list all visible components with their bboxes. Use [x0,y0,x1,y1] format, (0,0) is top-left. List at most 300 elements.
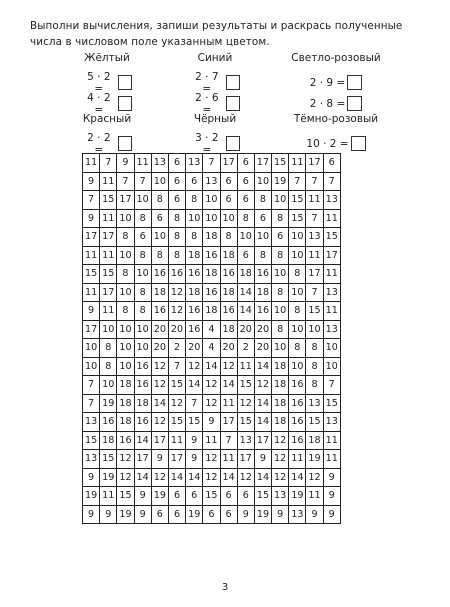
grid-cell[interactable]: 15 [306,413,323,432]
grid-cell[interactable]: 15 [272,154,289,173]
grid-cell[interactable]: 6 [220,172,237,191]
grid-cell[interactable]: 12 [151,376,168,395]
grid-cell[interactable]: 7 [117,172,134,191]
grid-cell[interactable]: 17 [83,320,100,339]
grid-cell[interactable]: 15 [186,413,203,432]
grid-cell[interactable]: 10 [289,246,306,265]
grid-cell[interactable]: 11 [237,357,254,376]
grid-cell[interactable]: 18 [203,302,220,321]
grid-cell[interactable]: 7 [134,172,151,191]
grid-cell[interactable]: 7 [306,283,323,302]
grid-cell[interactable]: 10 [323,357,340,376]
grid-cell[interactable]: 7 [323,376,340,395]
grid-cell[interactable]: 10 [134,191,151,210]
grid-cell[interactable]: 10 [272,302,289,321]
grid-cell[interactable]: 8 [306,339,323,358]
grid-cell[interactable]: 9 [117,154,134,173]
grid-cell[interactable]: 16 [134,357,151,376]
grid-cell[interactable]: 6 [203,505,220,524]
grid-cell[interactable]: 10 [289,228,306,247]
grid-cell[interactable]: 18 [220,320,237,339]
grid-cell[interactable]: 8 [186,228,203,247]
grid-cell[interactable]: 6 [168,154,185,173]
grid-cell[interactable]: 14 [220,468,237,487]
grid-cell[interactable]: 8 [100,339,117,358]
grid-cell[interactable]: 16 [220,265,237,284]
grid-cell[interactable]: 7 [83,394,100,413]
grid-cell[interactable]: 20 [186,339,203,358]
grid-cell[interactable]: 15 [237,376,254,395]
grid-cell[interactable]: 11 [220,450,237,469]
grid-cell[interactable]: 16 [151,265,168,284]
grid-cell[interactable]: 8 [272,209,289,228]
grid-cell[interactable]: 6 [151,209,168,228]
grid-cell[interactable]: 15 [254,487,271,506]
grid-cell[interactable]: 16 [289,376,306,395]
grid-cell[interactable]: 16 [289,413,306,432]
grid-cell[interactable]: 16 [134,413,151,432]
grid-cell[interactable]: 10 [100,320,117,339]
grid-cell[interactable]: 6 [237,246,254,265]
grid-cell[interactable]: 9 [151,450,168,469]
grid-cell[interactable]: 14 [289,468,306,487]
grid-cell[interactable]: 10 [203,209,220,228]
answer-box[interactable] [351,136,366,151]
grid-cell[interactable]: 15 [83,431,100,450]
grid-cell[interactable]: 16 [289,394,306,413]
grid-cell[interactable]: 12 [220,357,237,376]
grid-cell[interactable]: 12 [117,468,134,487]
grid-cell[interactable]: 14 [237,283,254,302]
grid-cell[interactable]: 14 [134,431,151,450]
grid-cell[interactable]: 9 [134,505,151,524]
grid-cell[interactable]: 15 [237,413,254,432]
grid-cell[interactable]: 16 [203,246,220,265]
grid-cell[interactable]: 8 [168,209,185,228]
grid-cell[interactable]: 7 [203,154,220,173]
grid-cell[interactable]: 9 [186,431,203,450]
grid-cell[interactable]: 10 [117,246,134,265]
grid-cell[interactable]: 12 [168,302,185,321]
grid-cell[interactable]: 8 [272,246,289,265]
grid-cell[interactable]: 13 [83,413,100,432]
grid-cell[interactable]: 11 [289,450,306,469]
grid-cell[interactable]: 6 [220,487,237,506]
grid-cell[interactable]: 20 [151,339,168,358]
grid-cell[interactable]: 13 [151,154,168,173]
grid-cell[interactable]: 18 [272,413,289,432]
grid-cell[interactable]: 8 [272,283,289,302]
grid-cell[interactable]: 6 [237,172,254,191]
grid-cell[interactable]: 7 [83,191,100,210]
grid-cell[interactable]: 15 [289,191,306,210]
grid-cell[interactable]: 18 [100,431,117,450]
grid-cell[interactable]: 19 [100,468,117,487]
grid-cell[interactable]: 15 [168,376,185,395]
grid-cell[interactable]: 18 [203,265,220,284]
grid-cell[interactable]: 17 [306,265,323,284]
grid-cell[interactable]: 6 [220,505,237,524]
grid-cell[interactable]: 7 [306,209,323,228]
grid-cell[interactable]: 20 [220,339,237,358]
grid-cell[interactable]: 16 [186,320,203,339]
grid-cell[interactable]: 12 [151,468,168,487]
grid-cell[interactable]: 6 [168,505,185,524]
grid-cell[interactable]: 8 [220,228,237,247]
grid-cell[interactable]: 12 [203,376,220,395]
grid-cell[interactable]: 20 [168,320,185,339]
grid-cell[interactable]: 15 [203,487,220,506]
grid-cell[interactable]: 18 [117,413,134,432]
answer-box[interactable] [118,96,132,111]
grid-cell[interactable]: 6 [220,191,237,210]
grid-cell[interactable]: 7 [306,172,323,191]
grid-cell[interactable]: 6 [151,505,168,524]
grid-cell[interactable]: 10 [254,172,271,191]
grid-cell[interactable]: 9 [323,487,340,506]
grid-cell[interactable]: 17 [100,283,117,302]
grid-cell[interactable]: 11 [306,191,323,210]
grid-cell[interactable]: 8 [151,191,168,210]
grid-cell[interactable]: 11 [168,431,185,450]
grid-cell[interactable]: 9 [83,468,100,487]
grid-cell[interactable]: 6 [168,172,185,191]
grid-cell[interactable]: 18 [151,283,168,302]
grid-cell[interactable]: 12 [254,376,271,395]
grid-cell[interactable]: 12 [203,468,220,487]
grid-cell[interactable]: 20 [151,320,168,339]
grid-cell[interactable]: 9 [306,505,323,524]
grid-cell[interactable]: 14 [134,468,151,487]
grid-cell[interactable]: 17 [220,413,237,432]
grid-cell[interactable]: 9 [237,505,254,524]
grid-cell[interactable]: 11 [220,394,237,413]
grid-cell[interactable]: 13 [83,450,100,469]
grid-cell[interactable]: 12 [237,394,254,413]
answer-box[interactable] [226,96,240,111]
grid-cell[interactable]: 8 [168,246,185,265]
grid-cell[interactable]: 10 [289,357,306,376]
grid-cell[interactable]: 4 [203,320,220,339]
grid-cell[interactable]: 10 [117,357,134,376]
grid-cell[interactable]: 13 [323,320,340,339]
grid-cell[interactable]: 8 [237,209,254,228]
grid-cell[interactable]: 18 [272,376,289,395]
grid-cell[interactable]: 19 [289,487,306,506]
grid-cell[interactable]: 13 [186,154,203,173]
grid-cell[interactable]: 12 [151,357,168,376]
grid-cell[interactable]: 13 [306,228,323,247]
grid-cell[interactable]: 18 [203,228,220,247]
grid-cell[interactable]: 16 [289,431,306,450]
grid-cell[interactable]: 19 [151,487,168,506]
grid-cell[interactable]: 10 [134,265,151,284]
grid-cell[interactable]: 10 [134,339,151,358]
grid-cell[interactable]: 18 [220,283,237,302]
grid-cell[interactable]: 13 [323,413,340,432]
grid-cell[interactable]: 11 [100,172,117,191]
grid-cell[interactable]: 16 [254,265,271,284]
grid-cell[interactable]: 15 [117,487,134,506]
grid-cell[interactable]: 16 [100,413,117,432]
grid-cell[interactable]: 8 [151,246,168,265]
grid-cell[interactable]: 10 [117,209,134,228]
grid-cell[interactable]: 17 [220,154,237,173]
grid-cell[interactable]: 19 [100,394,117,413]
grid-cell[interactable]: 7 [289,172,306,191]
grid-cell[interactable]: 15 [100,191,117,210]
grid-cell[interactable]: 6 [272,228,289,247]
grid-cell[interactable]: 17 [237,450,254,469]
grid-cell[interactable]: 14 [186,468,203,487]
grid-cell[interactable]: 13 [272,487,289,506]
grid-cell[interactable]: 8 [100,357,117,376]
grid-cell[interactable]: 18 [306,431,323,450]
answer-box[interactable] [226,136,240,151]
grid-cell[interactable]: 8 [289,339,306,358]
grid-cell[interactable]: 19 [254,505,271,524]
grid-cell[interactable]: 15 [83,265,100,284]
grid-cell[interactable]: 10 [272,265,289,284]
grid-cell[interactable]: 15 [100,450,117,469]
grid-cell[interactable]: 18 [237,265,254,284]
grid-cell[interactable]: 10 [117,320,134,339]
grid-cell[interactable]: 11 [289,154,306,173]
grid-cell[interactable]: 9 [83,302,100,321]
grid-cell[interactable]: 18 [117,376,134,395]
grid-cell[interactable]: 6 [134,228,151,247]
grid-cell[interactable]: 6 [186,487,203,506]
grid-cell[interactable]: 8 [134,246,151,265]
grid-cell[interactable]: 14 [254,413,271,432]
grid-cell[interactable]: 11 [323,450,340,469]
grid-cell[interactable]: 12 [117,450,134,469]
grid-cell[interactable]: 17 [83,228,100,247]
grid-cell[interactable]: 10 [117,339,134,358]
grid-cell[interactable]: 15 [168,413,185,432]
grid-cell[interactable]: 11 [323,302,340,321]
grid-cell[interactable]: 11 [83,154,100,173]
grid-cell[interactable]: 9 [254,450,271,469]
grid-cell[interactable]: 9 [83,209,100,228]
grid-cell[interactable]: 17 [117,191,134,210]
grid-cell[interactable]: 6 [168,487,185,506]
grid-cell[interactable]: 16 [151,302,168,321]
grid-cell[interactable]: 15 [289,209,306,228]
grid-cell[interactable]: 7 [100,154,117,173]
grid-cell[interactable]: 10 [323,339,340,358]
grid-cell[interactable]: 9 [272,505,289,524]
grid-cell[interactable]: 9 [134,487,151,506]
grid-cell[interactable]: 7 [186,394,203,413]
grid-cell[interactable]: 12 [168,283,185,302]
grid-cell[interactable]: 13 [306,394,323,413]
grid-cell[interactable]: 10 [237,228,254,247]
grid-cell[interactable]: 17 [100,228,117,247]
grid-cell[interactable]: 16 [117,431,134,450]
grid-cell[interactable]: 8 [134,209,151,228]
grid-cell[interactable]: 8 [168,228,185,247]
grid-cell[interactable]: 11 [83,246,100,265]
grid-cell[interactable]: 10 [272,339,289,358]
grid-cell[interactable]: 6 [168,191,185,210]
grid-cell[interactable]: 11 [323,431,340,450]
grid-cell[interactable]: 8 [289,302,306,321]
grid-cell[interactable]: 14 [237,302,254,321]
grid-cell[interactable]: 11 [323,265,340,284]
grid-cell[interactable]: 17 [306,154,323,173]
grid-cell[interactable]: 17 [254,154,271,173]
grid-cell[interactable]: 6 [323,154,340,173]
grid-cell[interactable]: 20 [237,320,254,339]
grid-cell[interactable]: 13 [237,431,254,450]
grid-cell[interactable]: 13 [323,283,340,302]
grid-cell[interactable]: 10 [254,228,271,247]
grid-cell[interactable]: 15 [306,302,323,321]
grid-cell[interactable]: 12 [203,394,220,413]
grid-cell[interactable]: 4 [203,339,220,358]
grid-cell[interactable]: 14 [254,468,271,487]
grid-cell[interactable]: 6 [186,172,203,191]
grid-cell[interactable]: 6 [237,487,254,506]
grid-cell[interactable]: 15 [323,394,340,413]
grid-cell[interactable]: 12 [168,394,185,413]
grid-cell[interactable]: 11 [100,302,117,321]
answer-box[interactable] [347,75,362,90]
grid-cell[interactable]: 13 [289,505,306,524]
grid-cell[interactable]: 16 [134,376,151,395]
grid-cell[interactable]: 14 [168,468,185,487]
grid-cell[interactable]: 19 [186,505,203,524]
grid-cell[interactable]: 6 [237,191,254,210]
grid-cell[interactable]: 19 [306,450,323,469]
grid-cell[interactable]: 11 [100,487,117,506]
grid-cell[interactable]: 12 [237,468,254,487]
grid-cell[interactable]: 16 [254,302,271,321]
grid-cell[interactable]: 12 [186,357,203,376]
grid-cell[interactable]: 20 [254,320,271,339]
grid-cell[interactable]: 9 [323,468,340,487]
grid-cell[interactable]: 14 [220,376,237,395]
grid-cell[interactable]: 17 [168,450,185,469]
grid-cell[interactable]: 11 [203,431,220,450]
grid-cell[interactable]: 9 [83,505,100,524]
grid-cell[interactable]: 14 [254,357,271,376]
grid-cell[interactable]: 14 [254,394,271,413]
grid-cell[interactable]: 11 [100,246,117,265]
answer-box[interactable] [347,96,362,111]
grid-cell[interactable]: 9 [83,172,100,191]
grid-cell[interactable]: 8 [272,320,289,339]
grid-cell[interactable]: 9 [323,505,340,524]
grid-cell[interactable]: 8 [186,191,203,210]
grid-cell[interactable]: 16 [220,302,237,321]
grid-cell[interactable]: 10 [83,357,100,376]
grid-cell[interactable]: 18 [117,394,134,413]
grid-cell[interactable]: 11 [306,487,323,506]
grid-cell[interactable]: 16 [203,283,220,302]
grid-cell[interactable]: 14 [186,376,203,395]
grid-cell[interactable]: 9 [203,413,220,432]
grid-cell[interactable]: 13 [323,191,340,210]
grid-cell[interactable]: 19 [272,172,289,191]
grid-cell[interactable]: 10 [100,376,117,395]
grid-cell[interactable]: 20 [254,339,271,358]
grid-cell[interactable]: 11 [134,154,151,173]
grid-cell[interactable]: 10 [203,191,220,210]
grid-cell[interactable]: 17 [254,431,271,450]
grid-cell[interactable]: 10 [134,320,151,339]
grid-cell[interactable]: 2 [237,339,254,358]
grid-cell[interactable]: 8 [254,246,271,265]
grid-cell[interactable]: 13 [203,172,220,191]
grid-cell[interactable]: 8 [117,302,134,321]
grid-cell[interactable]: 17 [323,246,340,265]
grid-cell[interactable]: 16 [168,265,185,284]
grid-cell[interactable]: 12 [272,431,289,450]
grid-cell[interactable]: 8 [117,228,134,247]
grid-cell[interactable]: 9 [100,505,117,524]
grid-cell[interactable]: 11 [83,283,100,302]
grid-cell[interactable]: 18 [220,246,237,265]
grid-cell[interactable]: 8 [134,302,151,321]
grid-cell[interactable]: 8 [134,283,151,302]
grid-cell[interactable]: 12 [203,450,220,469]
grid-cell[interactable]: 10 [151,228,168,247]
grid-cell[interactable]: 17 [151,431,168,450]
grid-cell[interactable]: 18 [272,357,289,376]
grid-cell[interactable]: 8 [117,265,134,284]
grid-cell[interactable]: 10 [220,209,237,228]
grid-cell[interactable]: 6 [237,154,254,173]
grid-cell[interactable]: 15 [323,228,340,247]
grid-cell[interactable]: 17 [134,450,151,469]
grid-cell[interactable]: 18 [186,283,203,302]
grid-cell[interactable]: 18 [186,246,203,265]
grid-cell[interactable]: 12 [151,413,168,432]
grid-cell[interactable]: 12 [272,450,289,469]
grid-cell[interactable]: 9 [186,450,203,469]
grid-cell[interactable]: 10 [306,320,323,339]
grid-cell[interactable]: 10 [289,283,306,302]
answer-box[interactable] [226,75,240,90]
grid-cell[interactable]: 8 [289,265,306,284]
grid-cell[interactable]: 19 [83,487,100,506]
answer-box[interactable] [118,75,132,90]
grid-cell[interactable]: 6 [254,209,271,228]
grid-cell[interactable]: 14 [203,357,220,376]
grid-cell[interactable]: 11 [323,209,340,228]
grid-cell[interactable]: 18 [134,394,151,413]
grid-cell[interactable]: 10 [289,320,306,339]
grid-cell[interactable]: 7 [168,357,185,376]
grid-cell[interactable]: 10 [151,172,168,191]
grid-cell[interactable]: 16 [186,265,203,284]
grid-cell[interactable]: 14 [151,394,168,413]
grid-cell[interactable]: 10 [186,209,203,228]
grid-cell[interactable]: 10 [83,339,100,358]
grid-cell[interactable]: 18 [254,283,271,302]
grid-cell[interactable]: 8 [254,191,271,210]
grid-cell[interactable]: 12 [272,468,289,487]
grid-cell[interactable]: 8 [306,357,323,376]
grid-cell[interactable]: 18 [272,394,289,413]
grid-cell[interactable]: 19 [117,505,134,524]
grid-cell[interactable]: 16 [186,302,203,321]
grid-cell[interactable]: 12 [306,468,323,487]
grid-cell[interactable]: 10 [117,283,134,302]
grid-cell[interactable]: 2 [168,339,185,358]
